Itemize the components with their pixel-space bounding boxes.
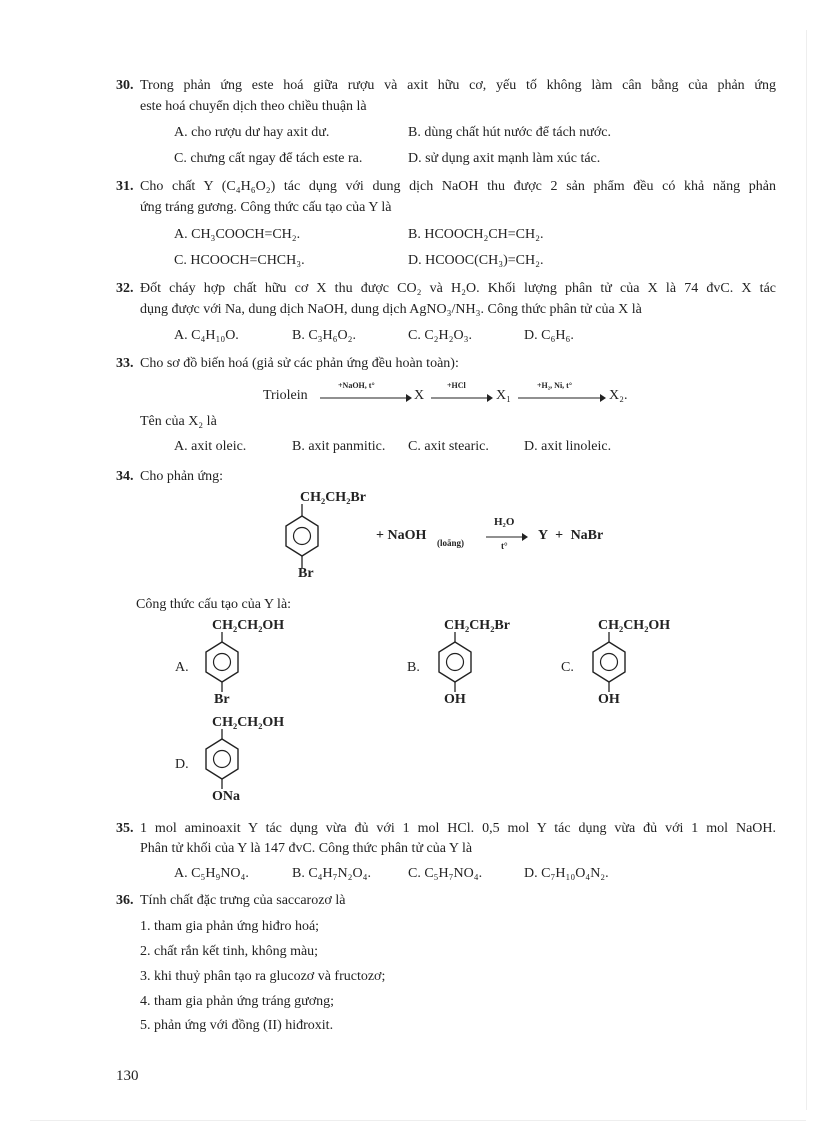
q36-item: 4. tham gia phản ứng tráng gương;: [140, 994, 335, 1009]
q31-option-c: C. HCOOCH=CHCH₃.: [174, 253, 305, 268]
q33-arrow3: [518, 394, 606, 402]
q32-option-c: C. C₂H₂O₃.: [408, 328, 473, 343]
q33-option-d: D. axit linoleic.: [524, 439, 612, 454]
q33-option-a: A. axit oleic.: [174, 439, 247, 454]
q31-number: 31.: [116, 179, 134, 194]
page-number: 130: [116, 1068, 139, 1084]
q33-x2: X₂.: [609, 388, 628, 403]
q32-line2: dụng được với Na, dung dịch NaOH, dung dịch AgNO₃/NH₃. Công thức phân tử của X là: [140, 302, 642, 317]
q34-line1: Cho phản ứng:: [140, 469, 224, 484]
q34-naoh-sub: (loãng): [437, 538, 464, 548]
q34-option-c-benzene-ring: [591, 630, 627, 694]
q36-number: 36.: [116, 893, 134, 908]
q34-option-a-label: A.: [175, 660, 189, 675]
q34-reaction-arrow: [486, 533, 528, 541]
q34-option-c-label: C.: [561, 660, 574, 675]
q31-line1: Cho chất Y (C₄H₆O₂) tác dụng với dung dịch NaOH thu được 2 sản phẩm đều có khả năng phản: [140, 179, 776, 194]
q34-products: Y + NaBr: [538, 528, 604, 543]
q35-number: 35.: [116, 821, 134, 836]
q30-number: 30.: [116, 78, 134, 93]
q32-number: 32.: [116, 281, 134, 296]
q32-option-b: B. C₃H₆O₂.: [292, 328, 357, 343]
q34-cond-bottom: t°: [501, 541, 508, 551]
q34-option-d-bottom: ONa: [212, 789, 240, 804]
q34-option-a-benzene-ring: [204, 630, 240, 694]
q35-option-d: D. C₇H₁₀O₄N₂.: [524, 866, 609, 881]
q34-option-d-top: CH₂CH₂OH: [212, 715, 285, 730]
q36-item: 1. tham gia phản ứng hiđro hoá;: [140, 919, 320, 934]
q33-number: 33.: [116, 356, 134, 371]
q33-question: Tên của X₂ là: [140, 414, 217, 429]
q34-reactant-benzene-ring: [284, 502, 320, 570]
q33-arrow2: [431, 394, 493, 402]
q33-option-c: C. axit stearic.: [408, 439, 489, 454]
q30-option-b: B. dùng chất hút nước để tách nước.: [408, 125, 611, 140]
q35-option-a: A. C₅H₉NO₄.: [174, 866, 249, 881]
q34-option-c-top: CH₂CH₂OH: [598, 618, 671, 633]
q35-line1: 1 mol aminoaxit Y tác dụng vừa đủ với 1 mol HCl. 0,5 mol Y tác dụng vừa đủ với 1 mol NaOH.: [140, 821, 776, 836]
bottom-frame-line: [30, 1120, 806, 1121]
q35-option-c: C. C₅H₇NO₄.: [408, 866, 483, 881]
q34-plus-naoh: + NaOH: [376, 528, 427, 543]
q30-option-d: D. sử dụng axit mạnh làm xúc tác.: [408, 151, 601, 166]
q33-arrow1-label: +NaOH, t°: [338, 381, 375, 390]
q34-option-b-bottom: OH: [444, 692, 466, 707]
q31-option-b: B. HCOOCH₂CH=CH₂.: [408, 227, 544, 242]
q34-option-b-benzene-ring: [437, 630, 473, 694]
q33-arrow3-label: +H₂, Ni, t°: [537, 381, 573, 390]
q32-option-a: A. C₄H₁₀O.: [174, 328, 239, 343]
q36-item: 3. khi thuỷ phân tạo ra glucozơ và fructozơ;: [140, 969, 386, 984]
q32-option-d: D. C₆H₆.: [524, 328, 574, 343]
q33-arrow2-label: +HCl: [447, 381, 466, 390]
q34-question: Công thức cấu tạo của Y là:: [136, 597, 292, 612]
q34-option-c-bottom: OH: [598, 692, 620, 707]
q33-x1: X₁: [496, 388, 511, 403]
q30-line2: este hoá chuyển dịch theo chiều thuận là: [140, 99, 367, 114]
q33-line1: Cho sơ đồ biến hoá (giả sử các phản ứng đều hoàn toàn):: [140, 356, 459, 371]
q33-arrow1: [320, 394, 412, 402]
q33-option-b: B. axit panmitic.: [292, 439, 386, 454]
q34-reactant-bottom: Br: [298, 566, 314, 581]
q30-option-c: C. chưng cất ngay để tách este ra.: [174, 151, 363, 166]
q34-reactant-top: CH₂CH₂Br: [300, 490, 366, 505]
q31-option-a: A. CH₃COOCH=CH₂.: [174, 227, 301, 242]
q32-line1: Đốt cháy hợp chất hữu cơ X thu được CO₂ và H₂O. Khối lượng phân tử của X là 74 đvC. X tác: [140, 281, 776, 296]
q34-number: 34.: [116, 469, 134, 484]
q35-option-b: B. C₄H₇N₂O₄.: [292, 866, 372, 881]
q34-cond-top: H₂O: [494, 516, 515, 528]
q30-line1: Trong phản ứng este hoá giữa rượu và axit hữu cơ, yếu tố không làm cân bằng của phản ứng: [140, 78, 776, 93]
q34-option-b-top: CH₂CH₂Br: [444, 618, 510, 633]
q34-option-a-bottom: Br: [214, 692, 230, 707]
q35-line2: Phân tử khối của Y là 147 đvC. Công thức phân tử của Y là: [140, 841, 473, 856]
right-frame-line: [806, 30, 807, 1110]
q34-option-a-top: CH₂CH₂OH: [212, 618, 285, 633]
q31-option-d: D. HCOOC(CH₃)=CH₂.: [408, 253, 544, 268]
q34-option-d-label: D.: [175, 757, 189, 772]
q36-item: 2. chất rắn kết tinh, không màu;: [140, 944, 319, 959]
q33-start: Triolein: [263, 388, 308, 403]
q34-option-b-label: B.: [407, 660, 420, 675]
q30-option-a: A. cho rượu dư hay axit dư.: [174, 125, 330, 140]
q31-line2: ứng tráng gương. Công thức cấu tạo của Y là: [140, 200, 392, 215]
q33-x: X: [414, 388, 425, 403]
q36-line1: Tính chất đặc trưng của saccarozơ là: [140, 893, 346, 908]
q34-option-d-benzene-ring: [204, 727, 240, 791]
q36-item: 5. phản ứng với đồng (II) hiđroxit.: [140, 1018, 334, 1033]
